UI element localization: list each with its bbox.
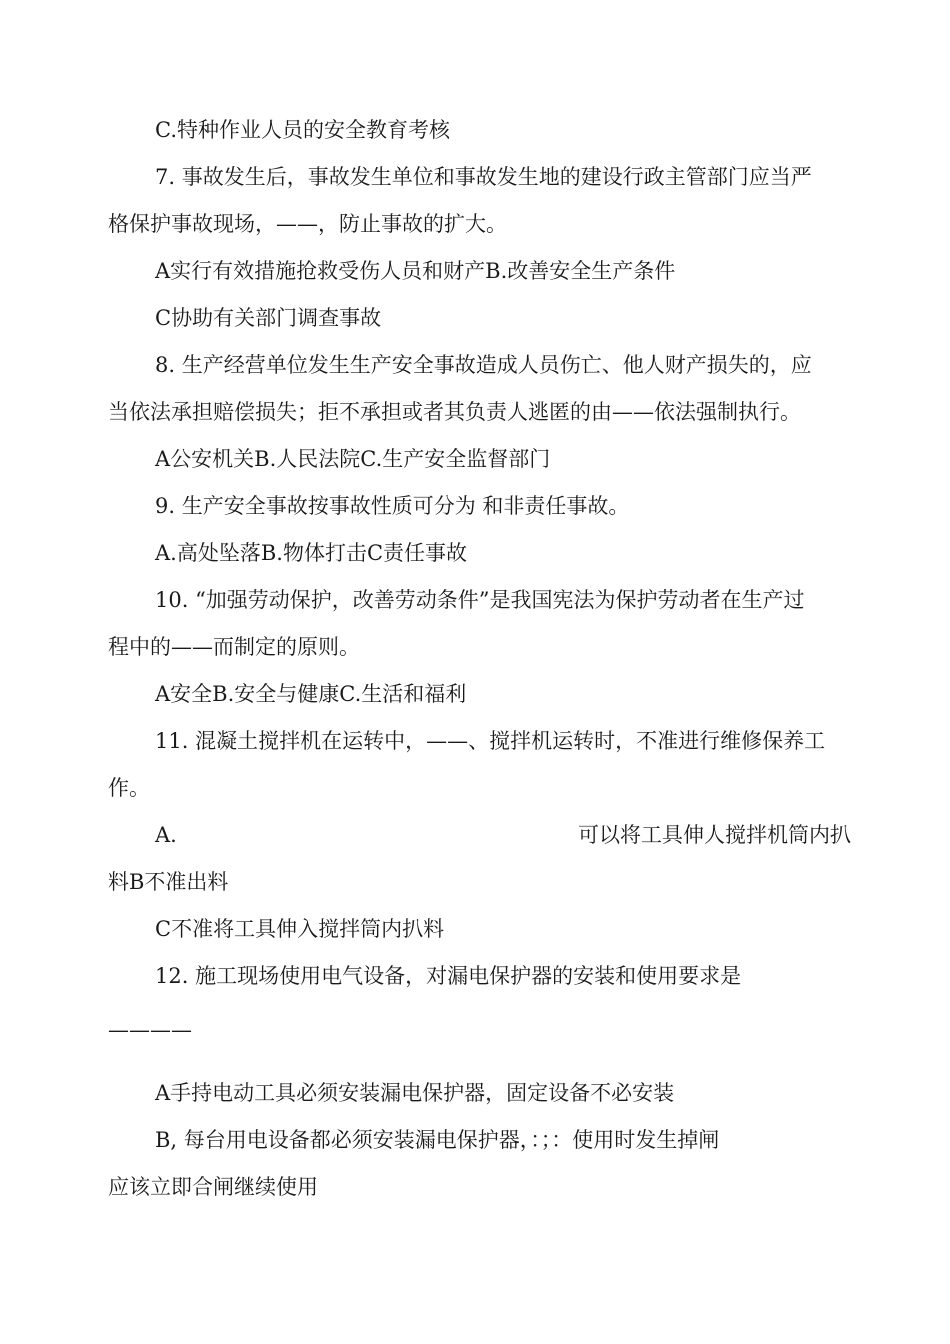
question-12-line-1: 12. 施工现场使用电气设备，对漏电保护器的安装和使用要求是 <box>155 964 742 988</box>
question-8-line-2: 当依法承担赔偿损失；拒不承担或者其负责人逃匿的由——依法强制执行。 <box>108 400 801 424</box>
question-12-option-b-line-2: 应该立即合闸继续使用 <box>108 1175 318 1199</box>
question-12-option-b-line-1: B, 每台用电设备都必须安装漏电保护器，：；：使用时发生掉闸 <box>155 1128 720 1152</box>
question-10-line-2: 程中的——而制定的原则。 <box>108 635 360 659</box>
question-8-options: A公安机关B.人民法院C.生产安全监督部门 <box>155 447 551 471</box>
question-7-line-1: 7. 事故发生后，事故发生单位和事故发生地的建设行政主管部门应当严 <box>155 165 812 189</box>
question-11-line-2: 作。 <box>108 776 150 800</box>
question-11-options-line-2: 料B不准出料 <box>108 870 229 894</box>
question-11-options-line-3: C不准将工具伸入搅拌筒内扒料 <box>155 917 445 941</box>
question-10-options: A安全B.安全与健康C.生活和福利 <box>155 682 467 706</box>
question-10-line-1: 10. “加强劳动保护，改善劳动条件”是我国宪法为保护劳动者在生产过 <box>155 588 805 612</box>
text-line: C.特种作业人员的安全教育考核 <box>155 118 450 142</box>
question-7-options-line-1: A实行有效措施抢救受伤人员和财产B.改善安全生产条件 <box>155 259 676 283</box>
question-9-options: A.高处坠落B.物体打击C责任事故 <box>155 541 468 565</box>
question-12-option-a: A手持电动工具必须安装漏电保护器，固定设备不必安装 <box>155 1081 675 1105</box>
question-11-option-a-label: A. <box>155 823 177 847</box>
answer-blank: ———— <box>108 1018 192 1042</box>
question-8-line-1: 8. 生产经营单位发生生产安全事故造成人员伤亡、他人财产损失的，应 <box>155 353 812 377</box>
question-11-line-1: 11. 混凝土搅拌机在运转中，——、搅拌机运转时，不准进行维修保养工 <box>155 729 826 753</box>
question-7-options-line-2: C协助有关部门调查事故 <box>155 306 382 330</box>
question-11-option-a-text: 可以将工具伸人搅拌机筒内扒 <box>578 823 851 847</box>
question-9: 9. 生产安全事故按事故性质可分为 和非责任事故。 <box>155 494 630 518</box>
question-7-line-2: 格保护事故现场，——，防止事故的扩大。 <box>108 212 507 236</box>
